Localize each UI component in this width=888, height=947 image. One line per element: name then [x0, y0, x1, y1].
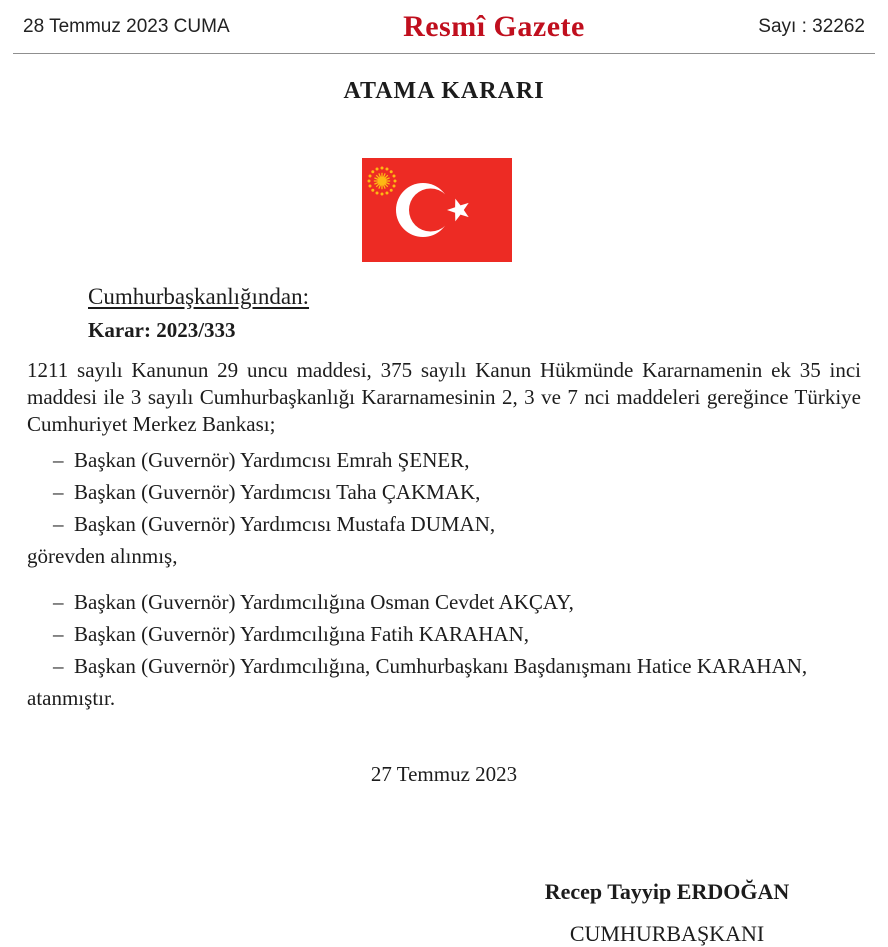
gazette-masthead [13, 0, 875, 54]
dash-marker: – [53, 622, 64, 646]
issuing-authority: Cumhurbaşkanlığından: [88, 284, 310, 309]
signature-block [512, 879, 822, 947]
masthead-date: 28 Temmuz 2023 CUMA [23, 16, 230, 37]
dismissal-closing-text: görevden alınmış, [27, 544, 178, 568]
decision-date: 27 Temmuz 2023 [370, 762, 518, 786]
appointed-officials-list [0, 586, 888, 682]
list-item-text: Başkan (Guvernör) Yardımcısı Mustafa DUMAN, [74, 512, 496, 536]
appointment-closing-text: atanmıştır. [27, 686, 116, 710]
dismissed-officials-list [0, 444, 888, 540]
list-item [0, 586, 888, 618]
masthead-title: Resmî Gazete [403, 10, 585, 43]
signatory-name: Recep Tayyip ERDOĞAN [544, 879, 790, 904]
list-item-text: Başkan (Guvernör) Yardımcılığına, Cumhurbaşkanı Başdanışmanı Hatice KARAHAN, [74, 654, 808, 678]
list-item-text: Başkan (Guvernör) Yardımcısı Emrah ŞENER, [74, 448, 470, 472]
presidential-flag-image [362, 158, 512, 262]
dash-marker: – [53, 590, 64, 614]
list-item [0, 476, 888, 508]
list-item [0, 618, 888, 650]
list-item-text: Başkan (Guvernör) Yardımcılığına Osman Cevdet AKÇAY, [74, 590, 574, 614]
decision-number: Karar: 2023/333 [88, 318, 236, 342]
dash-marker: – [53, 448, 64, 472]
turkish-flag-icon [362, 158, 512, 262]
list-item [0, 650, 888, 682]
dash-marker: – [53, 512, 64, 536]
list-item [0, 444, 888, 476]
masthead-issue-number: Sayı : 32262 [758, 16, 865, 37]
signatory-title: CUMHURBAŞKANI [569, 921, 765, 946]
list-item-text: Başkan (Guvernör) Yardımcılığına Fatih KARAHAN, [74, 622, 529, 646]
dash-marker: – [53, 480, 64, 504]
dash-marker: – [53, 654, 64, 678]
document-title: ATAMA KARARI [343, 78, 545, 104]
decision-intro-paragraph: 1211 sayılı Kanunun 29 uncu maddesi, 375 sayılı Kanun Hükmünde Kararnamenin ek 35 inci maddesi ile 3 sayılı Cumhurbaşkanlığı Kararnamesinin 2, 3 ve 7 nci maddeleri gereğince Türkiye Cumhuriyet Merkez Bankası; [27, 358, 861, 436]
list-item [0, 508, 888, 540]
list-item-text: Başkan (Guvernör) Yardımcısı Taha ÇAKMAK, [74, 480, 481, 504]
